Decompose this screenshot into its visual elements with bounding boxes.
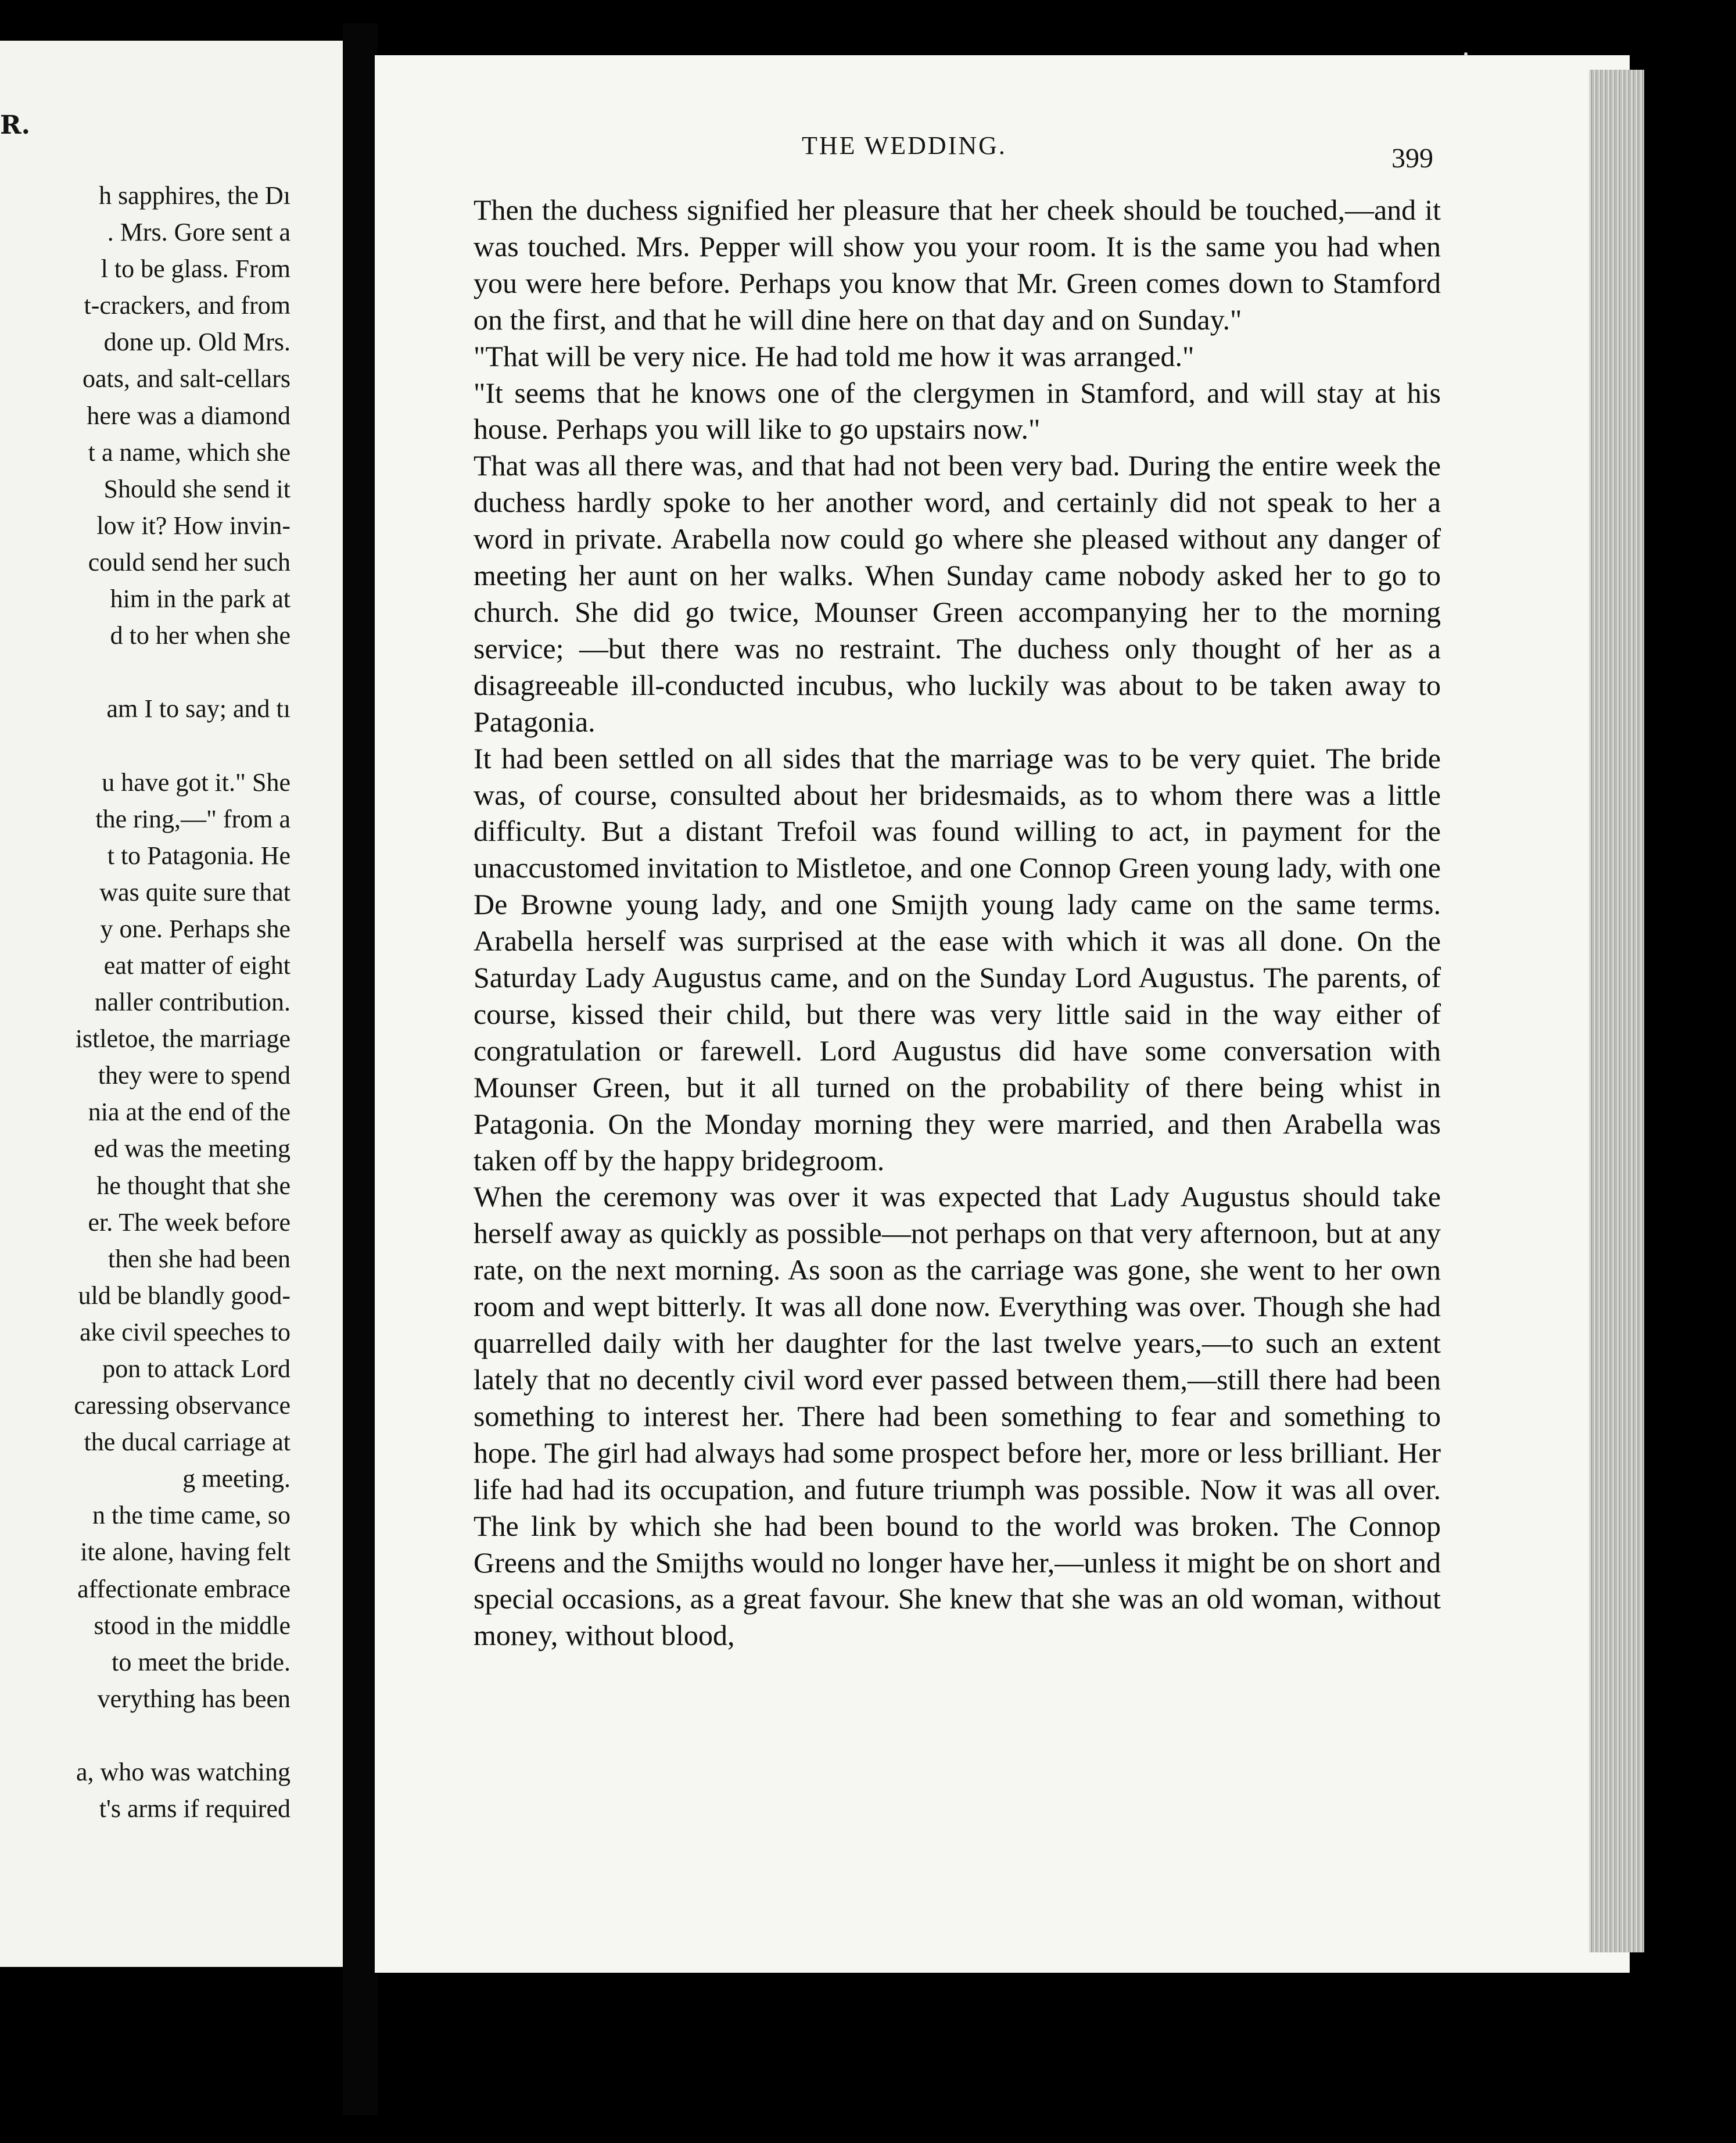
left-page-line: y one. Perhaps she	[100, 914, 290, 943]
left-page-header: R.	[0, 110, 30, 140]
left-page-line: done up. Old Mrs.	[103, 328, 290, 357]
paragraph: When the ceremony was over it was expected that Lady Augustus should take herself away as quickly as possible—not perhaps on that very afternoon, but at any rate, on the next morning. As soon as the carriage was gone, she went to her own room and wept bitterly. It was all done now. Everything was over. Though she had quarrelled daily with her daughter for the last twelve years,—to such an extent lately that no decently civil word ever passed between them,—still there had been something to interest her. There had been something to fear and something to hope. The girl had always had some prospect before her, more or less brilliant. Her life had had its occupation, and future triumph was possible. Now it was all over. The link by which she had been bound to the world was broken. The Connop Greens and the Smijths would no longer have her,—unless it might be on short and special occasions, as a great favour. She knew that she was an old woman, without money, without blood,	[474, 1180, 1441, 1652]
left-page-line: oats, and salt-cellars	[83, 364, 290, 393]
left-page-line: u have got it." She	[102, 768, 290, 797]
paragraph: Then the duchess signified her pleasure that her cheek should be touched,—and it was touched. Mrs. Pepper will show you your room. It is the same you had when you were here before. Perhaps you know that Mr. Green comes down to Stamford on the first, and that he will dine here on that day and on Sunday."	[474, 193, 1441, 336]
left-page-line: the ducal carriage at	[84, 1428, 290, 1457]
left-page-line: ake civil speeches to	[80, 1317, 290, 1346]
paragraph: "That will be very nice. He had told me how it was arranged."	[474, 339, 1195, 372]
left-page-line: istletoe, the marriage	[75, 1024, 290, 1053]
left-page-line: caressing observance	[74, 1391, 290, 1420]
left-page-line: g meeting.	[182, 1464, 290, 1493]
left-page-line: affectionate embrace	[77, 1574, 290, 1603]
left-page-line: verything has been	[97, 1684, 290, 1713]
left-page-line: nia at the end of the	[88, 1098, 290, 1127]
left-page-line: low it? How invin-	[96, 511, 290, 540]
left-page-line: he thought that she	[96, 1171, 290, 1200]
left-page-line: . Mrs. Gore sent a	[107, 218, 290, 247]
left-page-line: uld be blandly good-	[78, 1281, 290, 1310]
book-gutter	[343, 23, 378, 2115]
left-page-line: t-crackers, and from	[84, 291, 290, 320]
left-page-line	[0, 727, 290, 764]
left-page-line: him in the park at	[110, 585, 290, 614]
left-page-line: to meet the bride.	[112, 1647, 290, 1676]
left-page-line: they were to spend	[98, 1061, 290, 1090]
paragraph: "It seems that he knows one of the clergymen in Stamford, and will stay at his house. Perhaps you will like to go upstairs now."	[474, 376, 1441, 446]
left-page-line: here was a diamond	[87, 401, 290, 430]
paragraph: It had been settled on all sides that the marriage was to be very quiet. The bride was, of course, consulted about her bridesmaids, as to whom there was a little difficulty. But a distant Trefoil was found willing to act, in payment for the unaccustomed invitation to Mistletoe, and one Connop Green young lady, with one De Browne young lady, and one Smijth young lady came on the same terms. Arabella herself was surprised at the ease with which it was all done. On the Saturday Lady Augustus came, and on the Sunday Lord Augustus. The parents, of course, kissed their child, but there was very little said in the way either of congratulation or farewell. Lord Augustus did have some conversation with Mounser Green, but it all turned on the probability of there being whist in Patagonia. On the Monday morning they were married, and then Arabella was taken off by the happy bridegroom.	[474, 741, 1441, 1177]
left-page-text	[0, 177, 290, 1827]
left-page-line: l to be glass. From	[101, 255, 290, 284]
left-page-line	[0, 1717, 290, 1754]
left-page-line: then she had been	[108, 1244, 290, 1273]
page-edges	[1589, 70, 1644, 1952]
left-page-line: h sapphires, the Dı	[99, 181, 290, 210]
left-page-line: ite alone, having felt	[80, 1538, 290, 1567]
left-page-line: ed was the meeting	[94, 1134, 290, 1163]
left-page-line: am I to say; and tı	[106, 694, 290, 723]
left-page-line: n the time came, so	[92, 1501, 290, 1530]
left-page-line: was quite sure that	[99, 877, 290, 906]
left-page-line: naller contribution.	[94, 988, 290, 1017]
left-page-line: stood in the middle	[94, 1611, 290, 1640]
left-page-line: t's arms if required	[99, 1794, 290, 1823]
left-page-line: a, who was watching	[76, 1758, 290, 1787]
left-page-line: the ring,—" from a	[95, 804, 290, 833]
left-page-line: pon to attack Lord	[102, 1354, 290, 1383]
left-page-line: t to Patagonia. He	[107, 841, 290, 870]
left-page-line: eat matter of eight	[103, 951, 290, 980]
left-page	[0, 41, 343, 1967]
left-page-line: could send her such	[88, 547, 290, 576]
speck	[1464, 52, 1468, 56]
left-page-line: t a name, which she	[88, 438, 290, 467]
left-page-line	[0, 654, 290, 690]
left-page-line: Should she send it	[103, 474, 290, 503]
left-page-line: er. The week before	[88, 1207, 290, 1237]
body-text	[474, 192, 1441, 1654]
left-page-line: d to her when she	[110, 621, 290, 650]
paragraph: That was all there was, and that had not been very bad. During the entire week the duchess hardly spoke to her another word, and certainly did not speak to her a word in private. Arabella now could go where she pleased without any danger of meeting her aunt on her walks. When Sunday came nobody asked her to go to church. She did go twice, Mounser Green accompanying her to the morning service; —but there was no restraint. The duchess only thought of her as a disagreeable ill-conducted incubus, who luckily was about to be taken away to Patagonia.	[474, 449, 1441, 738]
page-number: 399	[1391, 143, 1433, 174]
running-head: THE WEDDING.	[802, 131, 1007, 160]
